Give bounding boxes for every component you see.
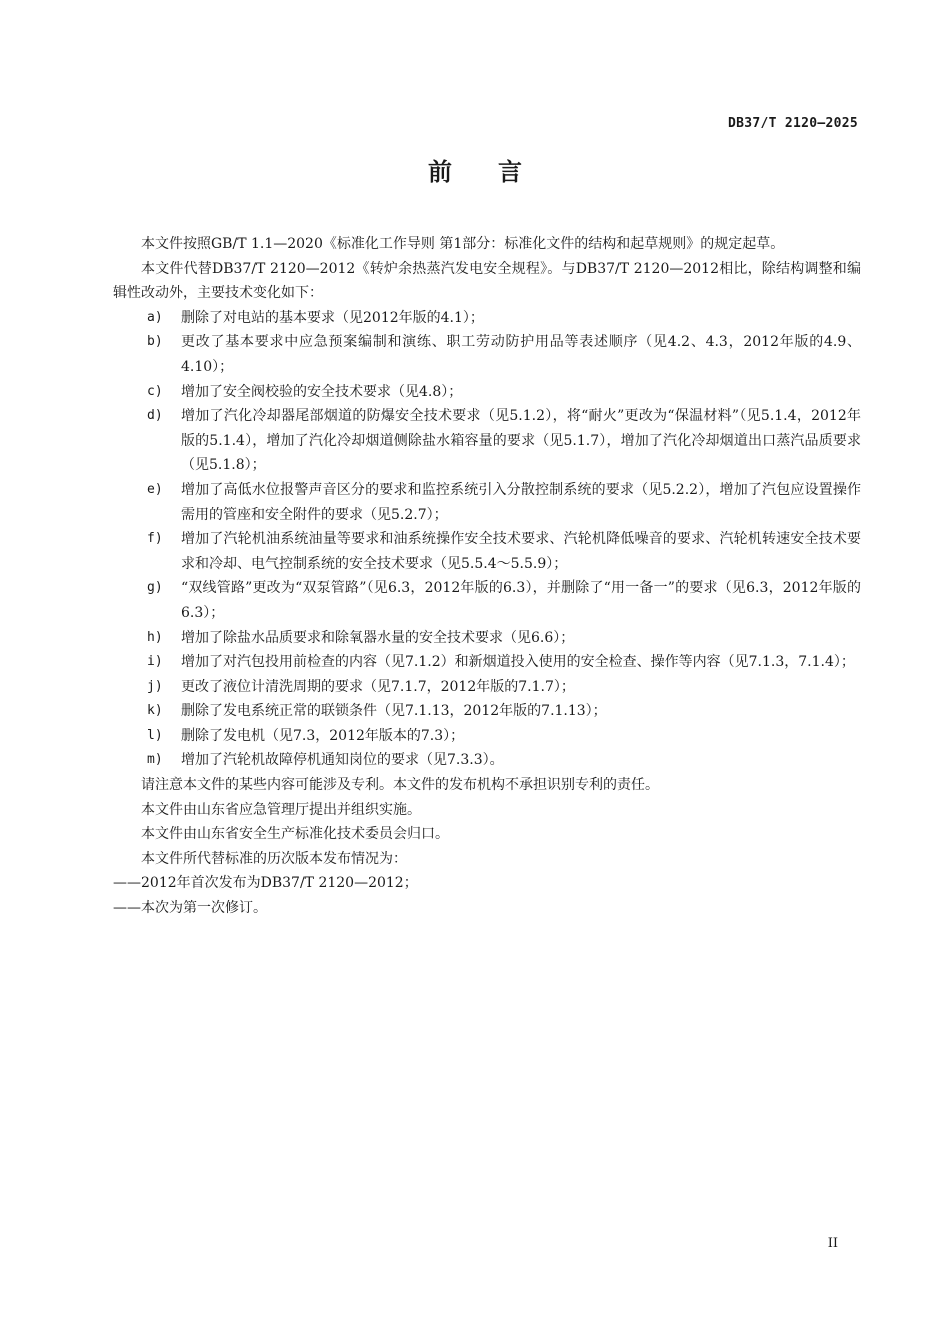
list-item-text: 删除了发电系统正常的联锁条件（见7.1.13，2012年版的7.1.13）； bbox=[181, 703, 607, 720]
list-marker: b) bbox=[147, 334, 163, 350]
list-marker: i) bbox=[147, 654, 163, 670]
list-item bbox=[113, 699, 861, 724]
technical-changes-list bbox=[113, 306, 861, 773]
page-title: 前言 bbox=[428, 158, 568, 186]
history-line-first-revision: ——本次为第一次修订。 bbox=[113, 900, 267, 917]
list-item bbox=[113, 380, 861, 405]
proposer-statement: 本文件由山东省应急管理厅提出并组织实施。 bbox=[141, 801, 421, 818]
list-item-text: 删除了对电站的基本要求（见2012年版的4.1）； bbox=[181, 309, 484, 326]
list-marker: m) bbox=[147, 752, 163, 768]
list-item-text: 增加了汽轮机油系统油量等要求和油系统操作安全技术要求、汽轮机降低噪音的要求、汽轮机转速安全技术要求和冷却、电气控制系统的安全技术要求（见5.5.4～5.5.9）； bbox=[181, 531, 861, 572]
list-item bbox=[113, 650, 861, 675]
document-code: DB37/T 2120—2025 bbox=[727, 116, 858, 131]
list-item-text: 增加了安全阀校验的安全技术要求（见4.8）； bbox=[181, 383, 463, 400]
list-item bbox=[113, 626, 861, 651]
list-item bbox=[113, 675, 861, 700]
list-item bbox=[113, 306, 861, 331]
list-item-text: “双线管路”更改为“双泵管路”（见6.3，2012年版的6.3），并删除了“用一备一”的要求（见6.3，2012年版的6.3）； bbox=[181, 580, 861, 621]
list-marker: h) bbox=[147, 629, 163, 645]
list-item bbox=[113, 478, 861, 527]
list-item bbox=[113, 527, 861, 576]
foreword-body bbox=[113, 232, 861, 921]
list-marker: d) bbox=[147, 408, 163, 424]
list-item-text: 更改了基本要求中应急预案编制和演练、职工劳动防护用品等表述顺序（见4.2、4.3，2012年版的4.9、4.10）； bbox=[181, 334, 861, 375]
history-heading: 本文件所代替标准的历次版本发布情况为： bbox=[141, 850, 407, 867]
list-item-text: 增加了除盐水品质要求和除氧器水量的安全技术要求（见6.6）； bbox=[181, 629, 575, 646]
list-item bbox=[113, 724, 861, 749]
list-marker: a) bbox=[147, 309, 163, 325]
list-marker: e) bbox=[147, 481, 163, 497]
committee-statement: 本文件由山东省安全生产标准化技术委员会归口。 bbox=[141, 826, 449, 843]
page-number: II bbox=[827, 1236, 838, 1251]
list-item bbox=[113, 748, 861, 773]
intro-paragraph-drafting: 本文件按照GB/T 1.1—2020《标准化工作导则 第1部分：标准化文件的结构和起草规则》的规定起草。 bbox=[141, 236, 785, 252]
list-marker: c) bbox=[147, 383, 163, 399]
list-item bbox=[113, 330, 861, 379]
list-item-text: 更改了液位计清洗周期的要求（见7.1.7，2012年版的7.1.7）； bbox=[181, 678, 575, 695]
history-line-first-release: ——2012年首次发布为DB37/T 2120—2012； bbox=[113, 875, 418, 892]
list-item-text: 删除了发电机（见7.3，2012年版本的7.3）； bbox=[181, 727, 465, 744]
list-item bbox=[113, 576, 861, 625]
list-marker: f) bbox=[147, 531, 163, 547]
list-item-text: 增加了高低水位报警声音区分的要求和监控系统引入分散控制系统的要求（见5.2.2），增加了汽包应设置操作需用的管座和安全附件的要求（见5.2.7）； bbox=[181, 481, 861, 523]
list-item-text: 增加了汽化冷却器尾部烟道的防爆安全技术要求（见5.1.2），将“耐火”更改为“保温材料”（见5.1.4，2012年版的5.1.4），增加了汽化冷却烟道侧除盐水箱容量的要求（见5.1.7），增加了汽化冷却烟道出口蒸汽品质要求（见5.1.8）； bbox=[181, 408, 861, 474]
list-item-text: 增加了对汽包投用前检查的内容（见7.1.2）和新烟道投入使用的安全检查、操作等内容（见7.1.3，7.1.4）； bbox=[181, 654, 855, 671]
list-item-text: 增加了汽轮机故障停机通知岗位的要求（见7.3.3）。 bbox=[181, 752, 504, 769]
list-marker: k) bbox=[147, 703, 163, 719]
list-item bbox=[113, 404, 861, 478]
list-marker: l) bbox=[147, 727, 163, 743]
intro-paragraph-replacement: 本文件代替DB37/T 2120—2012《转炉余热蒸汽发电安全规程》。与DB37/T 2120—2012相比，除结构调整和编辑性改动外，主要技术变化如下： bbox=[113, 260, 861, 302]
list-marker: j) bbox=[147, 678, 163, 694]
patent-notice: 请注意本文件的某些内容可能涉及专利。本文件的发布机构不承担识别专利的责任。 bbox=[141, 777, 659, 794]
list-marker: g) bbox=[147, 580, 163, 596]
